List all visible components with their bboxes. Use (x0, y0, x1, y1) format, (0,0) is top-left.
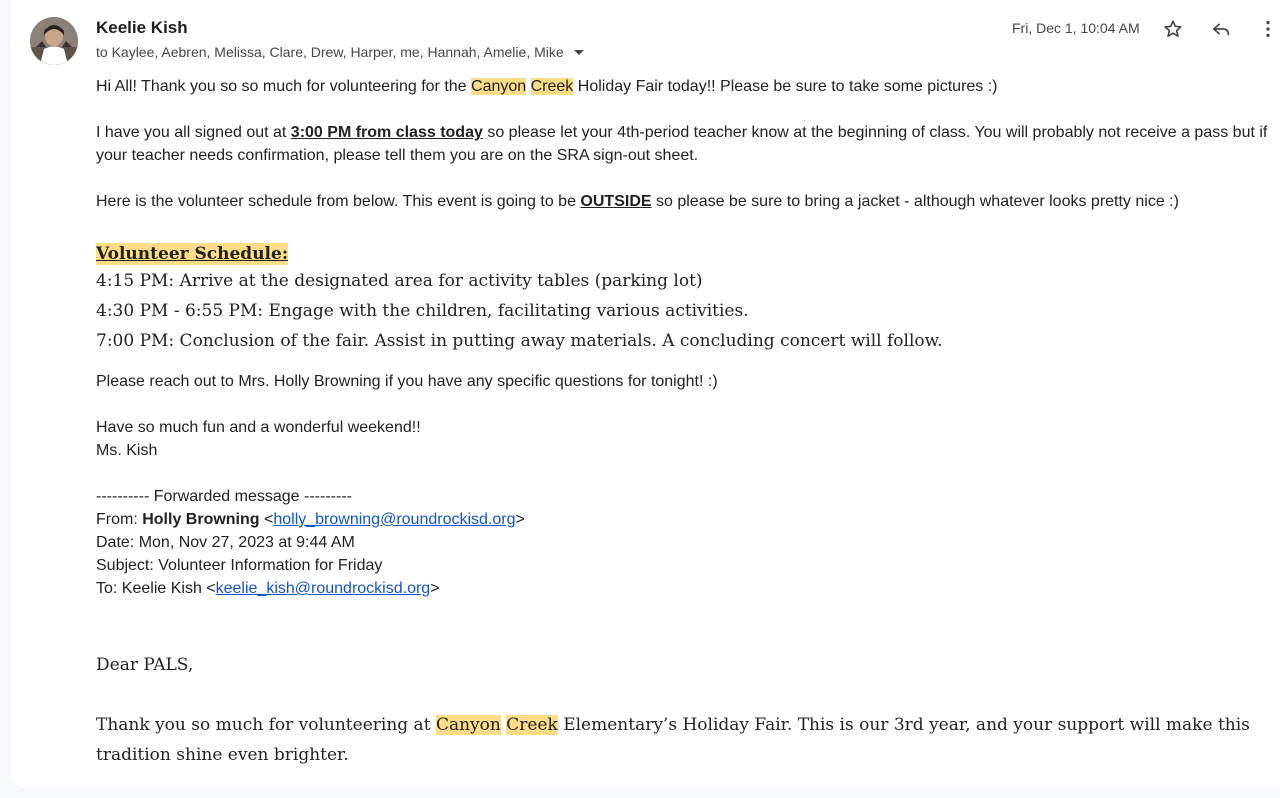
p1-text-b: Holiday Fair today!! Please be sure to take some pictures :) (573, 78, 998, 95)
more-vert-icon (1257, 18, 1279, 40)
email-date: Fri, Dec 1, 10:04 AM (1012, 20, 1140, 36)
p3-text-b: so please be sure to bring a jacket - although whatever looks pretty nice :) (651, 193, 1179, 210)
star-button[interactable] (1160, 16, 1186, 42)
sender-avatar[interactable] (30, 17, 78, 65)
reply-button[interactable] (1208, 16, 1234, 42)
letter-highlight-canyon: Canyon (435, 715, 501, 735)
signout-time: 3:00 PM from class today (290, 124, 483, 141)
from-name: Holly Browning (142, 511, 260, 528)
forward-date: Date: Mon, Nov 27, 2023 at 9:44 AM (96, 534, 355, 551)
highlight-canyon: Canyon (471, 78, 527, 95)
paragraph-greeting (96, 75, 1268, 98)
to-email-link[interactable]: keelie_kish@roundrockisd.org (215, 580, 431, 597)
recipients-line[interactable] (96, 44, 584, 60)
to-label: To: Keelie Kish (96, 580, 207, 597)
paragraph-contact: Please reach out to Mrs. Holly Browning if you have any specific questions for tonight! :) (96, 373, 718, 390)
forward-subject: Subject: Volunteer Information for Friday (96, 557, 383, 574)
forward-separator: ---------- Forwarded message --------- (96, 488, 352, 505)
p3-text-a: Here is the volunteer schedule from below. This event is going to be (96, 193, 581, 210)
signature: Ms. Kish (96, 442, 158, 459)
more-options-button[interactable] (1255, 16, 1280, 42)
schedule-line-3: 7:00 PM: Conclusion of the fair. Assist in putting away materials. A concluding concert will follow. (96, 331, 943, 351)
letter-greeting: Dear PALS, (96, 655, 194, 675)
closing-line: Have so much fun and a wonderful weekend!! (96, 419, 421, 436)
schedule-title: Volunteer Schedule: (96, 244, 289, 264)
letter-paragraph (96, 710, 1268, 770)
forward-to: To: Keelie Kish <keelie_kish@roundrockisd.org> (96, 580, 440, 597)
from-email-link[interactable]: holly_browning@roundrockisd.org (273, 511, 516, 528)
sender-name[interactable]: Keelie Kish (96, 18, 188, 37)
from-label: From: (96, 511, 143, 528)
outside-emphasis: OUTSIDE (580, 193, 652, 210)
letter-highlight-creek: Creek (506, 715, 558, 735)
schedule-line-1: 4:15 PM: Arrive at the designated area for activity tables (parking lot) (96, 271, 703, 291)
reply-icon (1210, 18, 1232, 40)
avatar-photo-icon (30, 17, 78, 65)
recipients-text: to Kaylee, Aebren, Melissa, Clare, Drew, Harper, me, Hannah, Amelie, Mike (96, 44, 564, 60)
p2-text-b: so please let your 4th-period teacher know at the beginning of class. You will probably not receive a pass but if your teacher needs confirmation, please tell them you are on the SRA sign-out sheet. (96, 124, 1268, 164)
highlight-creek: Creek (530, 78, 574, 95)
recipients-dropdown-icon[interactable] (574, 50, 584, 55)
letter-text-b: Elementary’s Holiday Fair. This is our 3rd year, and your support will make this tradition shine even brighter. (96, 715, 1250, 765)
paragraph-schedule-intro (96, 190, 1268, 213)
forward-from: From: Holly Browning <holly_browning@roundrockisd.org> (96, 511, 525, 528)
letter-text-a: Thank you so much for volunteering at (96, 715, 436, 735)
star-icon (1162, 18, 1184, 40)
schedule-line-2: 4:30 PM - 6:55 PM: Engage with the children, facilitating various activities. (96, 301, 749, 321)
paragraph-signout (96, 121, 1268, 167)
p2-text-a: I have you all signed out at (96, 124, 291, 141)
p1-text-a: Hi All! Thank you so so much for volunteering for the (96, 78, 472, 95)
email-body (96, 75, 1268, 770)
